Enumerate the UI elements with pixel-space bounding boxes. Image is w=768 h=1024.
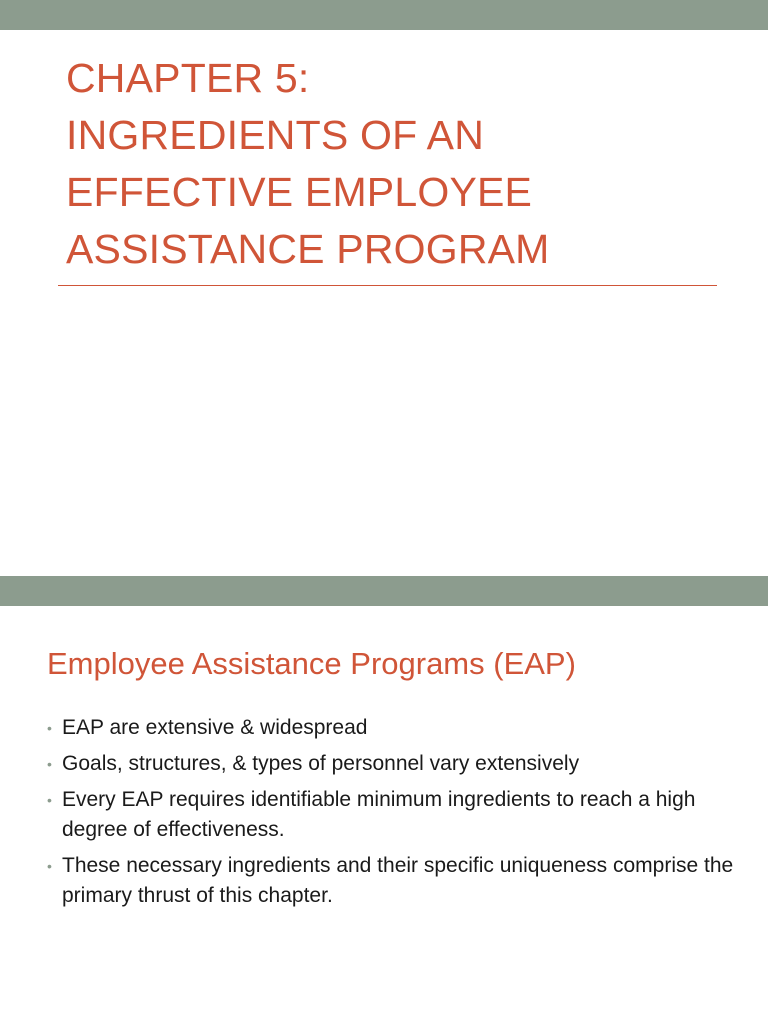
title-underline-rule [58, 285, 717, 286]
title-line: EFFECTIVE EMPLOYEE [66, 169, 533, 215]
title-line: ASSISTANCE PROGRAM [66, 226, 550, 272]
bullet-text: EAP are extensive & widespread [62, 716, 368, 739]
bullet-item [47, 785, 737, 845]
bullet-list [47, 713, 737, 917]
bullet-item [47, 749, 737, 779]
bullet-text: Every EAP requires identifiable minimum ingredients to reach a high degree of effectiveness. [62, 788, 696, 841]
bullet-text: Goals, structures, & types of personnel vary extensively [62, 752, 580, 775]
title-line: CHAPTER 5: [66, 55, 310, 101]
bullet-icon: • [47, 756, 52, 772]
top-color-band [0, 576, 768, 606]
slide-heading: Employee Assistance Programs (EAP) [47, 646, 576, 681]
bullet-text: These necessary ingredients and their specific uniqueness comprise the primary thrust of this chapter. [62, 854, 734, 907]
bullet-icon: • [47, 858, 52, 874]
bullet-item [47, 851, 737, 911]
bullet-item [47, 713, 737, 743]
top-color-band [0, 0, 768, 30]
bullet-icon: • [47, 792, 52, 808]
title-line: INGREDIENTS OF AN [66, 112, 485, 158]
slide-title [66, 50, 746, 278]
bullet-icon: • [47, 720, 52, 736]
